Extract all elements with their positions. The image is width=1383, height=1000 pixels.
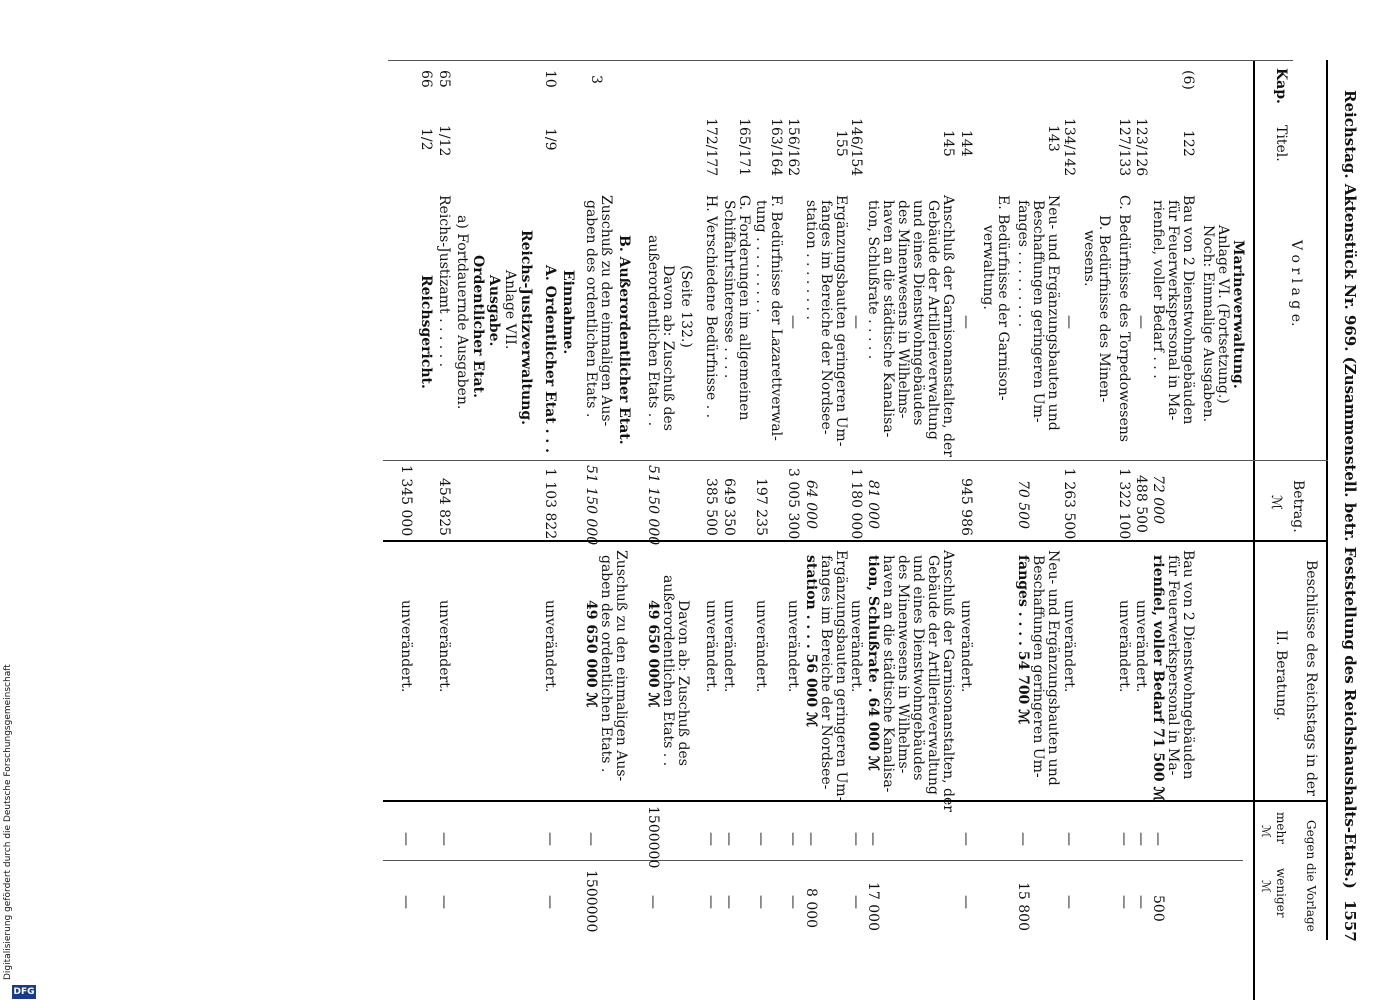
r122-text-3: rienfiel, voller Bedarf . . .: [1150, 200, 1166, 379]
titel-163-164: 163/164: [768, 118, 784, 177]
davon-b-3: 49 650 000 ℳ: [645, 600, 661, 708]
r145-text-3: und eines Dienstwohngebäudes: [910, 200, 926, 426]
reichsgericht-weniger-dash: —: [398, 895, 414, 909]
r163-betrag: 197 235: [753, 478, 769, 536]
col-beschluesse: Beschlüsse des Reichstags in der: [1303, 560, 1319, 796]
r143-b-1: Neu- und Ergänzungsbauten und: [1045, 550, 1061, 786]
titel-1-2: 1/2: [418, 128, 434, 151]
col-gegen: Gegen die Vorlage: [1304, 820, 1318, 932]
r145-weniger: 17 000: [865, 882, 881, 931]
r143-text-1: Neu- und Ergänzungsbauten und: [1045, 195, 1061, 431]
davon-betrag: 51 150 000: [645, 465, 661, 546]
r155-text-2: fanges im Bereiche der Nordsee-: [818, 200, 834, 435]
r127-weniger-dash: —: [1116, 895, 1132, 909]
col-rule-vorlage: [383, 460, 1328, 461]
r144-b: unverändert.: [958, 600, 974, 693]
r134-b: unverändert.: [1061, 600, 1077, 693]
reichsgericht-b: unverändert.: [398, 600, 414, 693]
r172-weniger-dash: —: [703, 895, 719, 909]
section-ao-etat: B. Außerordentlicher Etat.: [616, 235, 632, 445]
r155-b-1: Ergänzungsbauten geringeren Um-: [833, 550, 849, 802]
einnahme-heading: Einnahme.: [560, 270, 576, 355]
section-marine: Marineverwaltung.: [1230, 240, 1246, 389]
r127-b: unverändert.: [1116, 600, 1132, 693]
r165-mehr-dash: —: [721, 832, 737, 846]
r145-b-1: Anschluß der Garnisonanstalten, der: [940, 550, 956, 812]
section-d-1: D. Bedürfnisse des Minen-: [1096, 215, 1112, 403]
zuschuss-1: Zuschuß zu den einmaligen Aus-: [598, 195, 614, 427]
zuschuss-b-1: Zuschuß zu den einmaligen Aus-: [613, 550, 629, 782]
zuschuss-betrag: 51 150 000: [583, 465, 599, 546]
justizamt-weniger-dash: —: [436, 895, 452, 909]
dfg-logo: DFG: [13, 987, 35, 997]
r155-weniger: 8 000: [803, 888, 819, 929]
titel-165-171: 165/171: [736, 118, 752, 177]
col-rule-kap: [388, 60, 1293, 61]
titel-145: 145: [940, 130, 956, 157]
r146-mehr-dash: —: [848, 832, 864, 846]
r143-weniger: 15 800: [1015, 882, 1031, 931]
davon-mehr: 1500000: [645, 806, 661, 869]
col-rule-mehr: [383, 860, 1243, 861]
r134-dash: —: [1061, 315, 1077, 329]
r163-b: unverändert.: [753, 600, 769, 693]
zuschuss-b-3: 49 650 000 ℳ: [583, 600, 599, 708]
titel-143: 143: [1045, 125, 1061, 152]
page-number: 1557: [1341, 900, 1359, 942]
r123-betrag: 488 500: [1133, 475, 1149, 533]
r145-b-2: Gebäude der Artillerieverwaltung: [925, 555, 941, 795]
r143-betrag: 70 500: [1015, 480, 1031, 529]
r123-b: unverändert.: [1133, 600, 1149, 693]
reichsgericht: Reichsgericht.: [418, 275, 434, 389]
ordentlicher-etat: A. Ordentlicher Etat . . .: [542, 265, 558, 453]
r143-mehr-dash: —: [1015, 832, 1031, 846]
r144-mehr-dash: —: [958, 832, 974, 846]
zuschuss-2: gaben des ordentlichen Etats .: [583, 200, 599, 418]
titel-1-9: 1/9: [542, 128, 558, 151]
kap-3: 3: [588, 75, 604, 84]
titel-122: 122: [1180, 130, 1196, 157]
r155-b-2: fanges im Bereiche der Nordsee-: [818, 555, 834, 790]
r145-mehr-dash: —: [865, 832, 881, 846]
anlage-6: Anlage VI. (Fortsetzung.): [1215, 225, 1231, 404]
page-header-title: Reichstag. Aktenstück Nr. 969. (Zusammenstell. betr. Feststellung des Reichshaushalts-Etats.): [1341, 90, 1359, 889]
r145-text-6: tion, Schlußrate . . . . .: [865, 200, 881, 360]
justizamt-b: unverändert.: [436, 600, 452, 693]
ausgabe-heading: Ausgabe.: [486, 275, 502, 347]
r172-text: H. Verschiedene Bedürfnisse . .: [703, 195, 719, 419]
titel-123-126: 123/126: [1133, 118, 1149, 177]
col-weniger: weniger: [1274, 868, 1288, 918]
r145-text-4: des Minenwesens in Wilhelms-: [895, 200, 911, 419]
r146-betrag: 1 180 000: [848, 468, 864, 540]
r156-betrag: 3 005 300: [785, 468, 801, 540]
justizamt-betrag: 454 825: [436, 478, 452, 536]
noch-einmalige: Noch: Einmalige Ausgaben.: [1200, 225, 1216, 423]
r145-b-5: haven an die städtische Kanalisa-: [880, 555, 896, 793]
r155-text-3: station . . . . . . . .: [803, 200, 819, 320]
r172-betrag: 385 500: [703, 478, 719, 536]
titel-144: 144: [958, 130, 974, 157]
col-titel: Titel.: [1273, 125, 1289, 162]
r172-b: unverändert.: [703, 600, 719, 693]
r122-betrag: 72 000: [1150, 475, 1166, 524]
r156-mehr-dash: —: [785, 832, 801, 846]
reichsgericht-betrag: 1 345 000: [398, 465, 414, 537]
r165-weniger-dash: —: [721, 895, 737, 909]
r127-text: C. Bedürfnisse des Torpedowesens: [1116, 195, 1132, 442]
r145-text-5: haven an die städtische Kanalisa-: [880, 200, 896, 438]
r145-betrag: 81 000: [865, 480, 881, 529]
titel-127-133: 127/133: [1116, 118, 1132, 177]
davon-ab-2: außerordentlichen Etats . .: [645, 235, 661, 427]
ord-betrag: 1 103 822: [542, 468, 558, 540]
r127-betrag: 1 322 100: [1116, 468, 1132, 540]
r155-b-3: station . . . . 56 000 ℳ: [803, 555, 819, 728]
r145-text-2: Gebäude der Artillerieverwaltung: [925, 200, 941, 440]
r123-dash: —: [1133, 315, 1149, 329]
section-justiz: Reichs-Justizverwaltung.: [518, 230, 534, 426]
section-d-2: wesens.: [1081, 230, 1097, 287]
davon-b-1: Davon ab: Zuschuß des: [675, 600, 691, 766]
col-mehr-unit: ℳ: [1259, 825, 1273, 838]
ordentlicher-etat-2: Ordentlicher Etat.: [470, 255, 486, 398]
r155-betrag: 64 000: [803, 480, 819, 529]
r143-b-3: fanges . . . . 54 700 ℳ: [1015, 555, 1031, 725]
titel-146-154: 146/154: [848, 118, 864, 177]
davon-ab-1: Davon ab: Zuschuß des: [660, 265, 676, 431]
r123-mehr-dash: —: [1133, 832, 1149, 846]
r146-b: unverändert.: [848, 600, 864, 693]
ord-mehr-dash: —: [542, 832, 558, 846]
header-rule: [1326, 60, 1328, 940]
r145-b-4: des Minenwesens in Wilhelms-: [895, 555, 911, 774]
kap-65: 65: [436, 70, 452, 88]
r145-b-6: tion, Schlußrate . 64 000 ℳ: [865, 555, 881, 771]
r122-b-2: für Feuerwerkspersonal in Ma-: [1165, 555, 1181, 776]
ord-b: unverändert.: [542, 600, 558, 693]
r122-text-1: Bau von 2 Dienstwohngebäuden: [1180, 195, 1196, 425]
r144-dash: —: [958, 315, 974, 329]
dfg-credit-text: Digitalisierung gefördert durch die Deutsche Forschungsgemeinschaft: [3, 664, 13, 980]
reichsgericht-mehr-dash: —: [398, 832, 414, 846]
ord-weniger-dash: —: [542, 895, 558, 909]
r146-weniger-dash: —: [848, 895, 864, 909]
zuschuss-weniger: 1500000: [583, 870, 599, 933]
justizamt-mehr-dash: —: [436, 832, 452, 846]
r143-text-3: fanges . . . . . . . . .: [1015, 200, 1031, 328]
r122-b-3: rienfiel, voller Bedarf 71 500 ℳ: [1150, 555, 1166, 802]
r165-betrag: 649 350: [721, 478, 737, 536]
section-e-1: E. Bedürfnisse der Garnison-: [995, 195, 1011, 401]
titel-172-177: 172/177: [703, 118, 719, 177]
r134-betrag: 1 263 500: [1061, 468, 1077, 540]
r143-text-2: Beschaffungen geringeren Um-: [1030, 200, 1046, 423]
r165-text-1: G. Forderungen im allgemeinen: [736, 195, 752, 421]
anlage-7: Anlage VII.: [502, 270, 518, 350]
col-betrag: Betrag.: [1290, 480, 1306, 533]
r146-dash: —: [848, 315, 864, 329]
r122-b-1: Bau von 2 Dienstwohngebäuden: [1180, 550, 1196, 780]
col-rule-betrag: [383, 540, 1328, 542]
r122-mehr-dash: —: [1150, 832, 1166, 846]
r156-b: unverändert.: [785, 600, 801, 693]
col-rule-beschluesse: [383, 800, 1328, 802]
r127-mehr-dash: —: [1116, 832, 1132, 846]
r172-mehr-dash: —: [703, 832, 719, 846]
section-e-2: verwaltung.: [980, 225, 996, 310]
spacer: [0, 60, 220, 62]
r134-weniger-dash: —: [1061, 895, 1077, 909]
r163-text-2: tung . . . . . . . . .: [753, 200, 769, 313]
r155-text-1: Ergänzungsbauten geringeren Um-: [833, 195, 849, 447]
r165-text-2: Schiffahrtsinteresse . . . .: [721, 200, 737, 379]
r156-dash: —: [785, 315, 801, 329]
davon-b-2: außerordentlichen Etats . .: [660, 575, 676, 767]
kap-10: 10: [542, 70, 558, 88]
column-header-rule: [1253, 60, 1255, 1000]
r163-weniger-dash: —: [753, 895, 769, 909]
zuschuss-mehr-dash: —: [583, 832, 599, 846]
r134-mehr-dash: —: [1061, 832, 1077, 846]
r145-text-1: Anschluß der Garnisonanstalten, der: [940, 195, 956, 457]
side-note: [2, 600, 16, 980]
r123-weniger-dash: —: [1133, 895, 1149, 909]
r122-text-2: für Feuerwerkspersonal in Ma-: [1165, 200, 1181, 421]
r163-text-1: F. Bedürfnisse der Lazarettverwal-: [768, 195, 784, 441]
titel-156-162: 156/162: [785, 118, 801, 177]
col-weniger-unit: ℳ: [1259, 880, 1273, 893]
r144-weniger-dash: —: [958, 895, 974, 909]
col-betrag-unit: ℳ: [1268, 495, 1284, 510]
fortdauernde-ausgaben: a) Fortdauernde Ausgaben.: [454, 215, 470, 410]
col-mehr: mehr: [1274, 812, 1288, 844]
r144-betrag: 945 986: [958, 478, 974, 536]
col-kap: Kap.: [1273, 68, 1289, 104]
zuschuss-b-2: gaben des ordentlichen Etats .: [598, 555, 614, 773]
kap-66: 66: [418, 70, 434, 88]
r143-b-2: Beschaffungen geringeren Um-: [1030, 555, 1046, 778]
r155-mehr-dash: —: [803, 832, 819, 846]
r156-weniger-dash: —: [785, 895, 801, 909]
r165-b: unverändert.: [721, 600, 737, 693]
col-vorlage: V o r l a g e.: [1288, 240, 1304, 327]
r122-weniger: 500: [1150, 895, 1166, 922]
seite-132: (Seite 132.): [678, 265, 694, 348]
col-beratung: II. Beratung.: [1273, 630, 1289, 721]
reichs-justizamt: Reichs-Justizamt . . . . . .: [436, 195, 452, 368]
kap-6: (6): [1180, 70, 1196, 90]
titel-134-142: 134/142: [1061, 118, 1077, 177]
r145-b-3: und eines Dienstwohngebäudes: [910, 555, 926, 781]
titel-1-12: 1/12: [436, 125, 452, 157]
titel-155: 155: [833, 130, 849, 157]
davon-weniger-dash: —: [645, 895, 661, 909]
r163-mehr-dash: —: [753, 832, 769, 846]
